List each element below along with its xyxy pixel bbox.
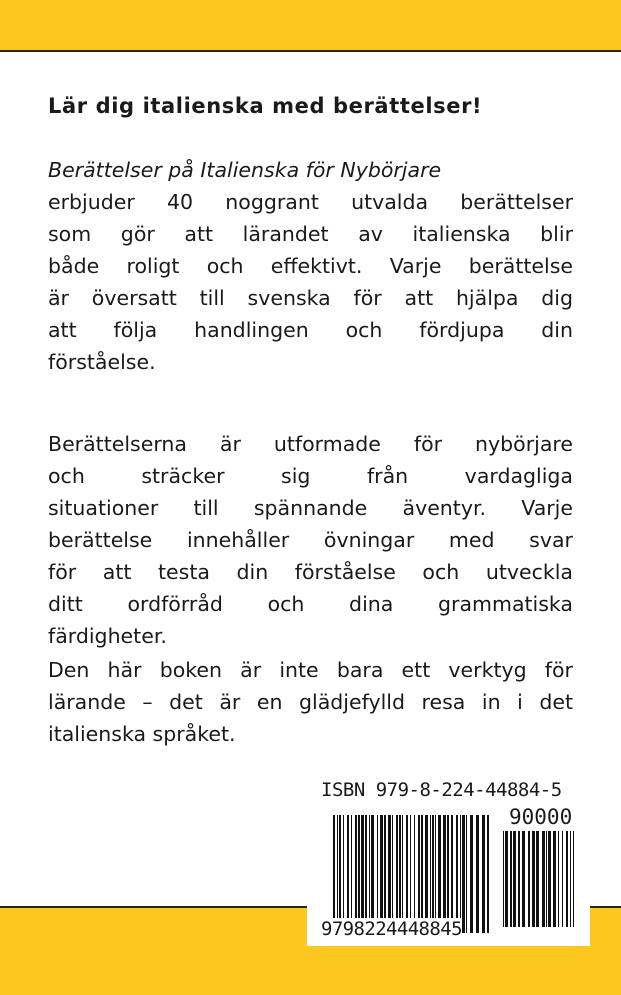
- text-line: ditt ordförråd och dina grammatiska: [48, 592, 573, 616]
- ean-digits: 9798224448845: [321, 918, 462, 940]
- barcode-bar: [339, 815, 341, 933]
- barcode-bar: [425, 815, 428, 933]
- barcode-bar: [570, 831, 571, 927]
- barcode-bar: [476, 815, 479, 933]
- barcode-bar: [518, 831, 520, 927]
- barcode-bar: [548, 831, 551, 927]
- isbn-label: ISBN 979-8-224-44884-5: [321, 779, 562, 801]
- barcode-bar: [343, 815, 344, 933]
- text-line: situationer till spännande äventyr. Varje: [48, 496, 573, 520]
- barcode-bar: [399, 815, 401, 933]
- barcode-bar: [466, 815, 467, 933]
- barcode-bar: [528, 831, 530, 927]
- barcode-bar: [435, 815, 436, 933]
- addon-barcode-bars: [503, 831, 579, 927]
- barcode-bar: [566, 831, 568, 927]
- barcode-bar: [487, 815, 489, 933]
- barcode-bar: [542, 831, 545, 927]
- barcode-bar: [438, 815, 441, 933]
- text-line: som gör att lärandet av italienska blir: [48, 222, 573, 246]
- description-paragraph-3: [48, 654, 573, 750]
- barcode-bar: [361, 815, 364, 933]
- text-line: Berättelserna är utformade för nybörjare: [48, 432, 573, 456]
- text-line: förståelse.: [48, 350, 156, 374]
- barcode-bar: [553, 831, 556, 927]
- description-paragraph-2: [48, 428, 573, 652]
- text-line: och sträcker sig från vardagliga: [48, 464, 573, 488]
- barcode-bar: [546, 831, 547, 927]
- barcode-bar: [451, 815, 453, 933]
- text-line: Den här boken är inte bara ett verktyg för: [48, 658, 573, 682]
- ean-barcode-bars: [333, 815, 493, 933]
- barcode-bar: [396, 815, 398, 933]
- text-line: för att testa din förståelse och utveckla: [48, 560, 573, 584]
- barcode-bar: [402, 815, 403, 933]
- barcode-bar: [456, 815, 458, 933]
- text-line: både roligt och effektivt. Varje berättelse: [48, 254, 573, 278]
- barcode-bar: [462, 815, 465, 933]
- text-line: färdigheter.: [48, 624, 167, 648]
- barcode-bar: [358, 815, 360, 933]
- top-yellow-band: [0, 0, 621, 52]
- text-line: berättelse innehåller övningar med svar: [48, 528, 573, 552]
- barcode-bar: [522, 831, 525, 927]
- barcode-bar: [443, 815, 446, 933]
- barcode-bar: [369, 815, 370, 933]
- barcode-bar: [418, 815, 420, 933]
- barcode-bar: [558, 831, 559, 927]
- barcode-bar: [573, 831, 574, 927]
- barcode-bar: [377, 815, 378, 933]
- barcode-bar: [432, 815, 434, 933]
- barcode-bar: [337, 815, 338, 933]
- barcode-bar: [447, 815, 449, 933]
- barcode-bar: [505, 831, 508, 927]
- isbn-barcode: [307, 775, 590, 946]
- barcode-bar: [536, 831, 539, 927]
- text-line: italienska språket.: [48, 722, 236, 746]
- barcode-bar: [414, 815, 415, 933]
- barcode-bar: [351, 815, 352, 933]
- barcode-bar: [392, 815, 393, 933]
- barcode-bar: [510, 831, 512, 927]
- barcode-bar: [470, 815, 473, 933]
- text-line: att följa handlingen och fördjupa din: [48, 318, 573, 342]
- barcode-bar: [430, 815, 431, 933]
- barcode-bar: [460, 815, 461, 933]
- barcode-bar: [532, 831, 535, 927]
- barcode-bar: [371, 815, 374, 933]
- barcode-bar: [365, 815, 367, 933]
- text-line: lärande – det är en glädjefylld resa in i det: [48, 690, 573, 714]
- barcode-bar: [384, 815, 386, 933]
- barcode-bar: [421, 815, 423, 933]
- barcode-bar: [410, 815, 411, 933]
- book-title-line: Berättelser på Italienska för Nybörjare: [48, 158, 442, 182]
- text-line: är översatt till svenska för att hjälpa dig: [48, 286, 573, 310]
- barcode-bar: [347, 815, 349, 933]
- barcode-bar: [406, 815, 408, 933]
- barcode-bar: [380, 815, 383, 933]
- description-paragraph-1: [48, 154, 573, 378]
- barcode-bar: [513, 831, 516, 927]
- barcode-bar: [355, 815, 357, 933]
- barcode-bar: [562, 831, 563, 927]
- barcode-bar: [503, 831, 504, 927]
- barcode-bar: [388, 815, 391, 933]
- price-code: 90000: [509, 805, 573, 829]
- barcode-bar: [482, 815, 485, 933]
- text-line: erbjuder 40 noggrant utvalda berättelser: [48, 190, 573, 214]
- barcode-bar: [333, 815, 335, 933]
- back-cover-heading: Lär dig italienska med berättelser!: [48, 94, 483, 118]
